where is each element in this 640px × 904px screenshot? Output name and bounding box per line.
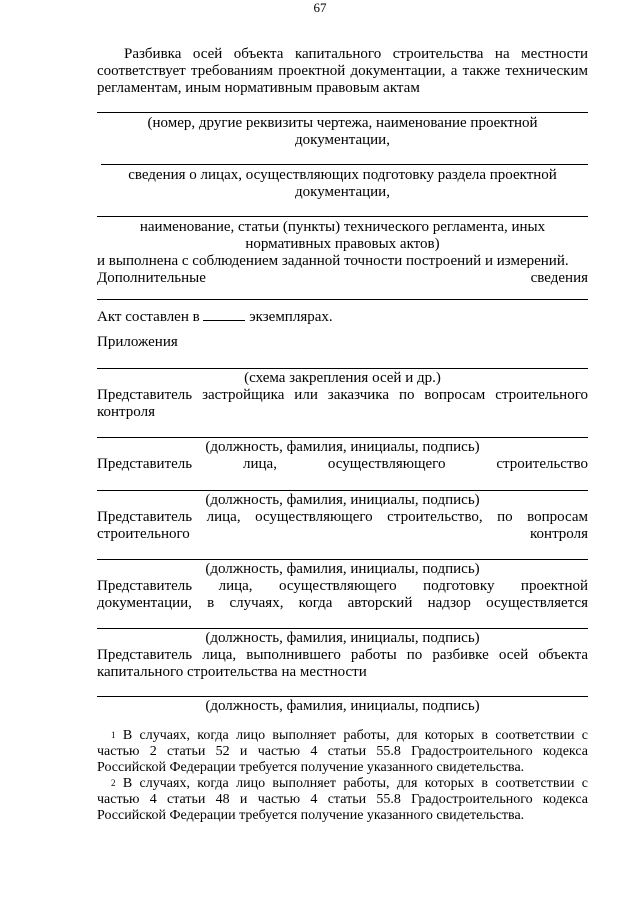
representative-word: контроля bbox=[530, 526, 588, 542]
representative-line: Представитель застройщика или заказчика по вопросам строительного bbox=[97, 387, 588, 403]
representative-line: документации, в случаях, когда авторский надзор осуществляется bbox=[97, 595, 588, 611]
footnote-line: Российской Федерации требуется получение указанного свидетельства. bbox=[97, 760, 525, 775]
additional-info bbox=[97, 270, 588, 287]
footnote-line: Российской Федерации требуется получение указанного свидетельства. bbox=[97, 808, 525, 823]
footnote-marker: 2 bbox=[111, 778, 116, 788]
regulation-blank-line bbox=[97, 201, 588, 217]
additional-info-blank-line bbox=[97, 287, 588, 300]
signature-blank-line bbox=[97, 681, 588, 697]
intro-line: соответствует требованиям проектной документации, а также техническим bbox=[97, 63, 588, 79]
copies-prefix: Акт составлен в bbox=[97, 309, 200, 325]
caption-line: нормативных правовых актов) bbox=[245, 236, 440, 252]
signature-blank-line bbox=[97, 543, 588, 560]
footnote bbox=[97, 728, 588, 776]
additional-info-right: сведения bbox=[530, 270, 588, 286]
representative-word: строительного bbox=[97, 526, 190, 542]
signature-caption: (должность, фамилия, инициалы, подпись) bbox=[205, 439, 480, 455]
footnote-line: В случаях, когда лицо выполняет работы, для которых в соответствии с bbox=[122, 776, 589, 791]
intro-line: Разбивка осей объекта капитального строительства на местности bbox=[124, 46, 588, 62]
additional-info-left: Дополнительные bbox=[97, 270, 206, 286]
attachments-blank-line bbox=[97, 351, 588, 369]
page-number: 67 bbox=[313, 0, 327, 15]
attachments-caption: (схема закрепления осей и др.) bbox=[244, 370, 441, 386]
performer-representative bbox=[97, 647, 588, 681]
caption-line: сведения о лицах, осуществляющих подготовку раздела проектной bbox=[128, 167, 557, 183]
representative-line: Представитель лица, осуществляющего строительство, по вопросам bbox=[97, 509, 588, 525]
representative-line: Представитель лица, осуществляющего подготовку проектной bbox=[97, 578, 588, 594]
footnote-line: частью 2 статьи 52 и частью 4 статьи 55.8 Градостроительного кодекса bbox=[97, 744, 588, 759]
designers-caption bbox=[97, 167, 588, 201]
builder-control-representative bbox=[97, 509, 588, 543]
builder-representative: Представитель лица, осуществляющего строительство bbox=[97, 456, 588, 472]
copies-count-blank bbox=[203, 308, 245, 321]
representative-line bbox=[97, 526, 588, 543]
drawing-caption bbox=[97, 115, 588, 149]
attachments-label: Приложения bbox=[97, 334, 178, 350]
footnotes bbox=[97, 728, 588, 824]
accuracy-text: и выполнена с соблюдением заданной точности построений и измерений. bbox=[97, 253, 569, 269]
representative-line: Представитель лица, выполнившего работы по разбивке осей объекта bbox=[97, 647, 588, 663]
signature-blank-line bbox=[97, 421, 588, 438]
caption-line: наименование, статьи (пункты) технического регламента, иных bbox=[139, 219, 546, 235]
drawing-blank-line bbox=[97, 97, 588, 113]
intro-line: регламентам, иным нормативным правовым актам bbox=[97, 80, 420, 96]
regulation-caption bbox=[97, 219, 588, 253]
copies-line bbox=[97, 308, 588, 326]
designer-representative bbox=[97, 578, 588, 612]
signature-caption: (должность, фамилия, инициалы, подпись) bbox=[205, 492, 480, 508]
representative-line: капитального строительства на местности bbox=[97, 664, 367, 680]
footnote-line: В случаях, когда лицо выполняет работы, для которых в соответствии с bbox=[122, 728, 589, 743]
footnote-line: частью 4 статьи 48 и частью 4 статьи 55.8 Градостроительного кодекса bbox=[97, 792, 588, 807]
designers-blank-line bbox=[101, 149, 588, 165]
representative-line: контроля bbox=[97, 404, 155, 420]
signature-caption: (должность, фамилия, инициалы, подпись) bbox=[205, 698, 480, 714]
footnote-marker: 1 bbox=[111, 730, 116, 740]
signature-blank-line bbox=[97, 473, 588, 491]
caption-line: (номер, другие реквизиты чертежа, наименование проектной bbox=[147, 115, 538, 131]
footnote bbox=[97, 776, 588, 824]
caption-line: документации, bbox=[295, 184, 390, 200]
document-body bbox=[97, 46, 588, 824]
signature-caption: (должность, фамилия, инициалы, подпись) bbox=[205, 630, 480, 646]
signature-blank-line bbox=[97, 612, 588, 629]
intro-paragraph bbox=[97, 46, 588, 97]
caption-line: документации, bbox=[295, 132, 390, 148]
signature-caption: (должность, фамилия, инициалы, подпись) bbox=[205, 561, 480, 577]
developer-representative bbox=[97, 387, 588, 421]
copies-suffix: экземплярах. bbox=[249, 309, 333, 325]
